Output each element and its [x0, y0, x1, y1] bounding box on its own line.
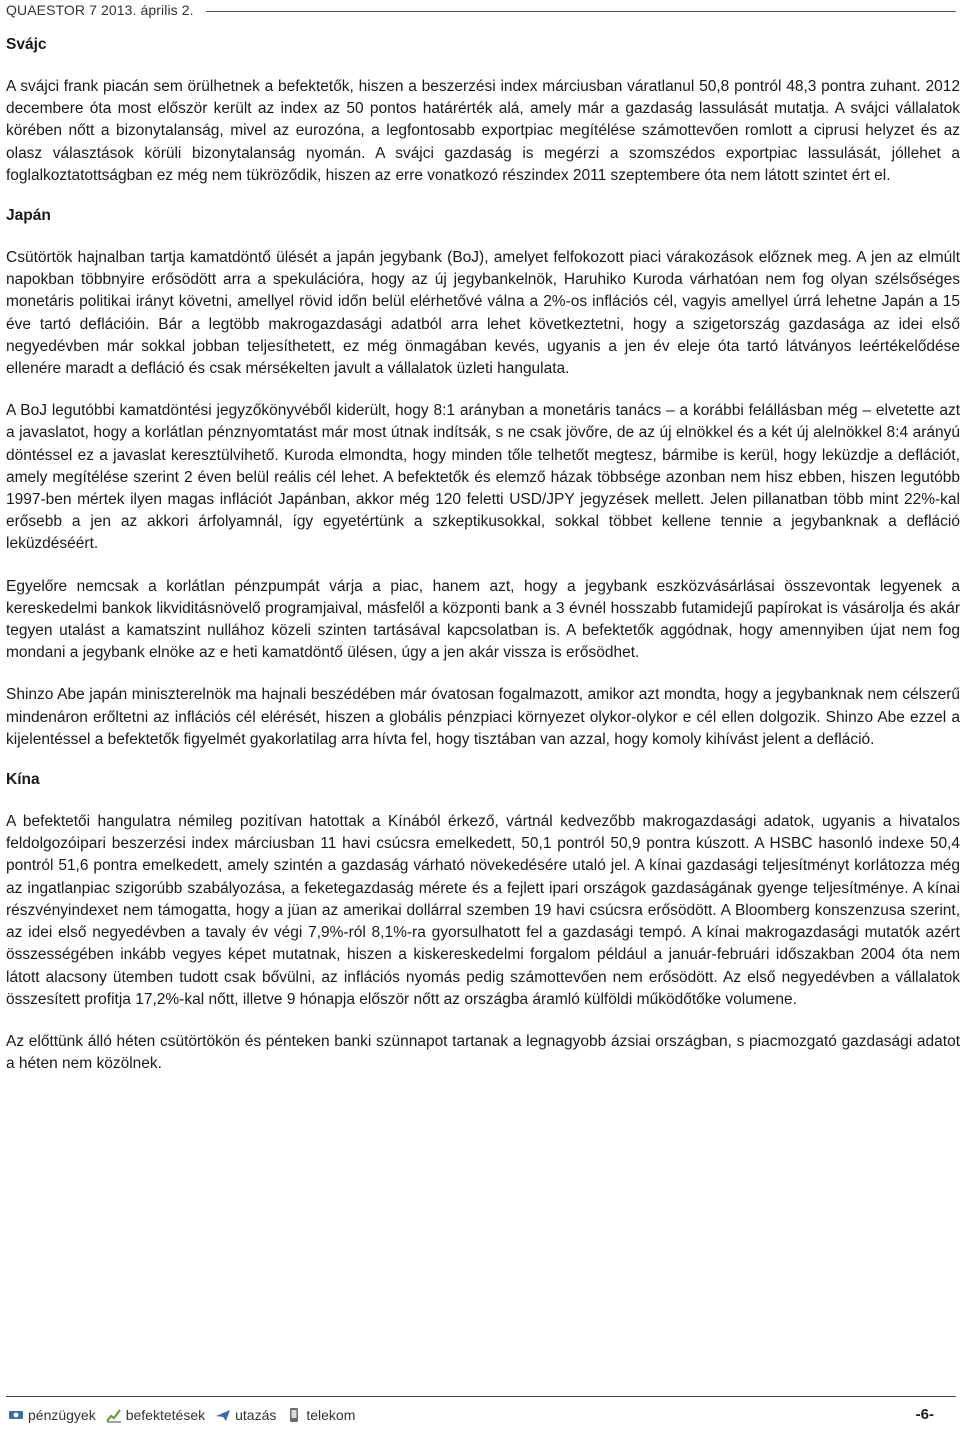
chart-icon [106, 1407, 122, 1423]
footer-brand-befektetesek [106, 1407, 205, 1423]
page-number: -6- [915, 1406, 934, 1423]
page-footer [6, 1396, 956, 1426]
footer-brand-telekom [286, 1407, 355, 1423]
money-icon [8, 1407, 24, 1423]
paragraph-japan-4: Shinzo Abe japán miniszterelnök ma hajnali beszédében már óvatosan fogalmazott, amikor azt mondta, hogy a jegybanknak nem célszerű mindenáron erőltetni az inflációs cél elérését, hiszen a globális pénzpiaci környezet olykor-olykor e cél ellen dolgozik. Shinzo Abe ezzel a kijelentéssel a befektetők figyelmét gyakorlatilag arra hívta fel, hogy tisztában van azzal, hogy komoly kihívást jelent a defláció. [6, 686, 960, 748]
paragraph-kina-1: A befektetői hangulatra némileg pozitívan hatottak a Kínából érkező, vártnál kedvezőbb makrogazdasági adatok, ugyanis a hivatalos feldolgozóipari beszerzési index márciusban 11 havi csúcsra emelkedett, 50,1 pontról 50,9 pontra kúszott. A HSBC hasonló indexe 50,4 pontról 51,6 pontra emelkedett, amely szintén a gazdaság várható növekedésére utaló jel. A kínai gazdasági teljesítményt korlátozza még az ingatlanpiac szigorúbb szabályozása, a feketegazdaság mérete és a fejlett ipari országok gazdaságának gyenge teljesítménye. A kínai részvényindexet nem támogatta, hogy a jüan az amerikai dollárral szemben 19 havi csúcsra erősödött. A Bloomberg konszenzusa szerint, az idei első negyedévben a tavaly év végi 7,9%-ról 8,1%-ra gyorsulhatott fel a gazdasági tempó. A kínai makrogazdasági mutatók azért összességében inkább vegyes képet mutatnak, hiszen a kiskereskedelmi forgalom például a január-februári időszakban 2004 óta nem látott alacsony ütemben tudott csak bővülni, az inflációs nyomás pedig számottevően nem erősödött. Az első negyedévben a vállalatok összesített profitja 17,2%-kal nőtt, illetve 9 hónapja először nőtt az országba áramló külföldi működőtőke volumene. [6, 813, 960, 1008]
footer-brand-label: utazás [235, 1407, 277, 1423]
section-title-svajc: Svájc [6, 36, 47, 53]
footer-brand-penzugyek [8, 1407, 96, 1423]
paragraph-japan-3: Egyelőre nemcsak a korlátlan pénzpumpát várja a piac, hanem azt, hogy a jegybank eszközvásárlásai összevontak legyenek a kereskedelmi bankok likviditásnövelő programjaival, másfelől a központi bank a 3 évnél hosszabb futamidejű papírokat is vásárolja és akár tegyen utalást a kamatszint nullához közeli szinten tartásával kapcsolatban is. A befektetők aggódnak, hogy amennyiben újat nem fog mondani a jegybank elnöke az e heti kamatdöntő ülésen, úgy a jen akár vissza is erősödhet. [6, 577, 960, 662]
footer-brands [8, 1405, 365, 1425]
paragraph-kina-2: Az előttünk álló héten csütörtökön és pénteken banki szünnapot tartanak a legnagyobb ázsiai országban, s piacmozgató gazdasági adatot a héten nem közölnek. [6, 1032, 960, 1073]
header-rule [206, 11, 956, 12]
article-body [6, 34, 960, 1088]
header-title: QUAESTOR 7 2013. április 2. [6, 2, 194, 18]
paragraph-japan-2: A BoJ legutóbbi kamatdöntési jegyzőkönyvéből kiderült, hogy 8:1 arányban a monetáris tanács – a korábbi felállásban még – elvetette azt a javaslatot, hogy a korlátlan pénznyomtatást már most útnak indítsák, s ne csak jövőre, de az új elnökkel és a két új alelnökkel 8:4 arányú döntéssel ez a javaslat keresztülvihető. Kuroda elmondta, hogy minden tőle telhetőt megtesz, bármibe is kerül, hogy leküzdje a deflációt, amely megítélése szerint 2 éven belül reális cél lehet. A befektetők és elemző házak többsége azonban nem hisz ebben, hiszen legutóbb 1997-ben mértek ilyen magas inflációt Japánban, akkor még 120 feletti USD/JPY jegyzések mellett. Jelen pillanatban több mint 22%-kal erősebb a jen az akkori árfolyamnál, így egyetértünk a szkeptikusokkal, sokkal többet kellene tennie a jegybanknak a defláció leküzdéséért. [6, 402, 960, 553]
footer-brand-label: befektetések [125, 1407, 206, 1423]
footer-brand-utazas [215, 1407, 276, 1423]
plane-icon [215, 1407, 231, 1423]
phone-icon [286, 1407, 302, 1423]
paragraph-svajc-1: A svájci frank piacán sem örülhetnek a befektetők, hiszen a beszerzési index márciusban váratlanul 50,8 pontról 48,3 pontra zuhant. 2012 decembere óta most először került az index az 50 pontos határérték alá, amely már a gazdaság lassulását mutatja. A svájci vállalatok körében nőtt a bizonytalanság, mivel az eurozóna, a legfontosabb exportpiac megítélése számottevően romlott a ciprusi helyzet és az olasz választások körüli bizonytalanság nyomán. A svájci gazdaság is megérzi a szomszédos exportpiac lassulását, jóllehet a foglalkoztatottságban ez még nem tükröződik, hiszen az erre vonatkozó részindex 2011 szeptembere óta nem látott szintet ért el. [6, 78, 960, 184]
paragraph-japan-1: Csütörtök hajnalban tartja kamatdöntő ülését a japán jegybank (BoJ), amelyet felfokozott piaci várakozások előznek meg. A jen az elmúlt napokban többnyire erősödött arra a spekulációra, hogy az új jegybankelnök, Haruhiko Kuroda várhatóan nem fog olyan szélsőséges monetáris politikai irányt követni, amellyel rövid időn belül elérhetővé válna a 2%-os inflációs cél, vagyis amellyel úrrá lehetne Japán a 15 éve tartó deflációin. Bár a legtöbb makrogazdasági adatból arra lehet következtetni, hogy a szigetország gazdasága az idei első negyedévben már sokkal jobban teljesíthetett, ez még önmagában kevés, ugyanis a jen év eleje óta tartó látványos leértékelődése ellenére maradt a defláció és csak mérsékelten javult a vállalatok üzleti hangulata. [6, 249, 960, 378]
footer-brand-label: pénzügyek [28, 1407, 96, 1423]
footer-brand-label: telekom [306, 1407, 356, 1423]
section-title-japan: Japán [6, 207, 51, 225]
section-title-kina: Kína [6, 771, 40, 789]
page-header [6, 0, 956, 20]
footer-rule [6, 1396, 956, 1397]
